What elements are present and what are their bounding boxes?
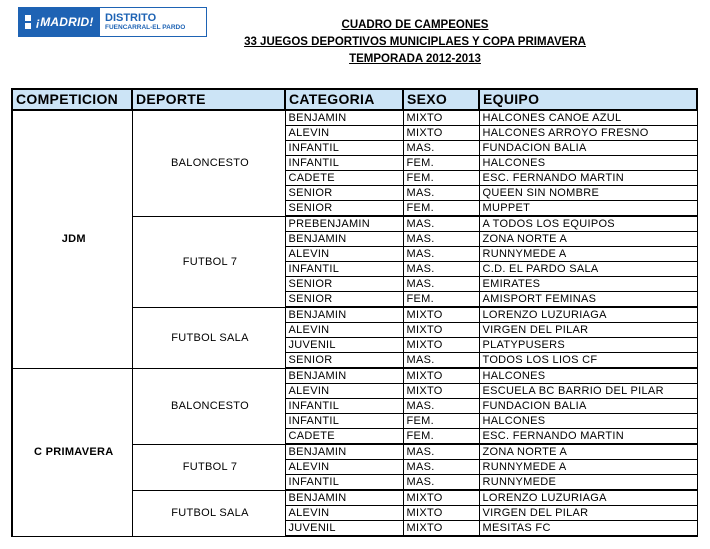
- table-row: [12, 368, 697, 384]
- sex-cell: MAS.: [403, 460, 479, 475]
- category-cell: BENJAMIN: [285, 444, 403, 460]
- column-header-sexo: SEXO: [403, 89, 479, 110]
- madrid-emblem-icon: [23, 13, 33, 31]
- sex-cell: MAS.: [403, 399, 479, 414]
- champions-table: [11, 88, 698, 537]
- sex-cell: MAS.: [403, 444, 479, 460]
- category-cell: BENJAMIN: [285, 307, 403, 323]
- column-header-categoria: CATEGORIA: [285, 89, 403, 110]
- team-cell: HALCONES: [479, 368, 697, 384]
- team-cell: HALCONES ARROYO FRESNO: [479, 126, 697, 141]
- team-cell: PLATYPUSERS: [479, 338, 697, 353]
- team-cell: HALCONES: [479, 414, 697, 429]
- sex-cell: MIXTO: [403, 368, 479, 384]
- team-cell: EMIRATES: [479, 277, 697, 292]
- column-header-deporte: DEPORTE: [132, 89, 285, 110]
- sport-cell: FUTBOL SALA: [132, 490, 285, 536]
- category-cell: SENIOR: [285, 201, 403, 217]
- team-cell: VIRGEN DEL PILAR: [479, 323, 697, 338]
- team-cell: TODOS LOS LIOS CF: [479, 353, 697, 369]
- team-cell: A TODOS LOS EQUIPOS: [479, 216, 697, 232]
- logo-word: ¡MADRID!: [36, 15, 94, 29]
- team-cell: HALCONES: [479, 156, 697, 171]
- category-cell: ALEVIN: [285, 323, 403, 338]
- team-cell: LORENZO LUZURIAGA: [479, 307, 697, 323]
- category-cell: SENIOR: [285, 353, 403, 369]
- sex-cell: MAS.: [403, 475, 479, 491]
- team-cell: ESCUELA BC BARRIO DEL PILAR: [479, 384, 697, 399]
- team-cell: VIRGEN DEL PILAR: [479, 506, 697, 521]
- team-cell: ZONA NORTE A: [479, 444, 697, 460]
- document-titles: [165, 17, 665, 68]
- sport-cell: FUTBOL SALA: [132, 307, 285, 368]
- sex-cell: FEM.: [403, 414, 479, 429]
- title-main: CUADRO DE CAMPEONES: [341, 19, 489, 31]
- category-cell: INFANTIL: [285, 475, 403, 491]
- sex-cell: MAS.: [403, 247, 479, 262]
- sex-cell: FEM.: [403, 201, 479, 217]
- sex-cell: MAS.: [403, 353, 479, 369]
- category-cell: JUVENIL: [285, 338, 403, 353]
- sex-cell: MIXTO: [403, 506, 479, 521]
- team-cell: LORENZO LUZURIAGA: [479, 490, 697, 506]
- team-cell: FUNDACION BALIA: [479, 399, 697, 414]
- table-body: [12, 110, 697, 536]
- category-cell: INFANTIL: [285, 141, 403, 156]
- sex-cell: MAS.: [403, 216, 479, 232]
- sex-cell: FEM.: [403, 429, 479, 445]
- category-cell: BENJAMIN: [285, 368, 403, 384]
- sport-cell: FUTBOL 7: [132, 444, 285, 490]
- category-cell: SENIOR: [285, 292, 403, 308]
- sex-cell: FEM.: [403, 292, 479, 308]
- column-header-equipo: EQUIPO: [479, 89, 697, 110]
- category-cell: SENIOR: [285, 277, 403, 292]
- team-cell: AMISPORT FEMINAS: [479, 292, 697, 308]
- sex-cell: FEM.: [403, 171, 479, 186]
- team-cell: C.D. EL PARDO SALA: [479, 262, 697, 277]
- sport-cell: BALONCESTO: [132, 110, 285, 216]
- category-cell: INFANTIL: [285, 156, 403, 171]
- sex-cell: MIXTO: [403, 338, 479, 353]
- category-cell: ALEVIN: [285, 506, 403, 521]
- title-season: TEMPORADA 2012-2013: [349, 53, 481, 65]
- team-cell: HALCONES CANOE AZUL: [479, 110, 697, 126]
- team-cell: RUNNYMEDE A: [479, 247, 697, 262]
- category-cell: ALEVIN: [285, 126, 403, 141]
- team-cell: RUNNYMEDE: [479, 475, 697, 491]
- team-cell: MUPPET: [479, 201, 697, 217]
- category-cell: ALEVIN: [285, 247, 403, 262]
- sex-cell: MAS.: [403, 262, 479, 277]
- sex-cell: MIXTO: [403, 126, 479, 141]
- category-cell: BENJAMIN: [285, 232, 403, 247]
- logo-line-2: FUENCARRAL-EL PARDO: [105, 24, 186, 31]
- sport-cell: FUTBOL 7: [132, 216, 285, 307]
- competition-cell: C PRIMAVERA: [12, 368, 132, 536]
- sex-cell: MAS.: [403, 232, 479, 247]
- category-cell: ALEVIN: [285, 460, 403, 475]
- category-cell: INFANTIL: [285, 262, 403, 277]
- category-cell: INFANTIL: [285, 414, 403, 429]
- category-cell: BENJAMIN: [285, 490, 403, 506]
- category-cell: ALEVIN: [285, 384, 403, 399]
- sex-cell: MIXTO: [403, 110, 479, 126]
- sex-cell: MIXTO: [403, 384, 479, 399]
- table-header-row: [12, 89, 697, 110]
- team-cell: FUNDACION BALIA: [479, 141, 697, 156]
- category-cell: JUVENIL: [285, 521, 403, 537]
- sex-cell: MAS.: [403, 186, 479, 201]
- table-row: [12, 110, 697, 126]
- sex-cell: MIXTO: [403, 490, 479, 506]
- category-cell: PREBENJAMIN: [285, 216, 403, 232]
- sex-cell: MAS.: [403, 277, 479, 292]
- category-cell: CADETE: [285, 171, 403, 186]
- sport-cell: BALONCESTO: [132, 368, 285, 444]
- team-cell: ZONA NORTE A: [479, 232, 697, 247]
- team-cell: ESC. FERNANDO MARTIN: [479, 171, 697, 186]
- column-header-competicion: COMPETICION: [12, 89, 132, 110]
- category-cell: CADETE: [285, 429, 403, 445]
- team-cell: QUEEN SIN NOMBRE: [479, 186, 697, 201]
- category-cell: INFANTIL: [285, 399, 403, 414]
- sex-cell: MIXTO: [403, 307, 479, 323]
- team-cell: RUNNYMEDE A: [479, 460, 697, 475]
- title-subtitle: 33 JUEGOS DEPORTIVOS MUNICIPLAES Y COPA PRIMAVERA: [244, 36, 586, 48]
- team-cell: MESITAS FC: [479, 521, 697, 537]
- logo-line-1: DISTRITO: [105, 12, 157, 24]
- competition-cell: JDM: [12, 110, 132, 368]
- logo-badge: [18, 7, 100, 37]
- category-cell: BENJAMIN: [285, 110, 403, 126]
- category-cell: SENIOR: [285, 186, 403, 201]
- sex-cell: MIXTO: [403, 323, 479, 338]
- sex-cell: MIXTO: [403, 521, 479, 537]
- sex-cell: MAS.: [403, 141, 479, 156]
- team-cell: ESC. FERNANDO MARTIN: [479, 429, 697, 445]
- sex-cell: FEM.: [403, 156, 479, 171]
